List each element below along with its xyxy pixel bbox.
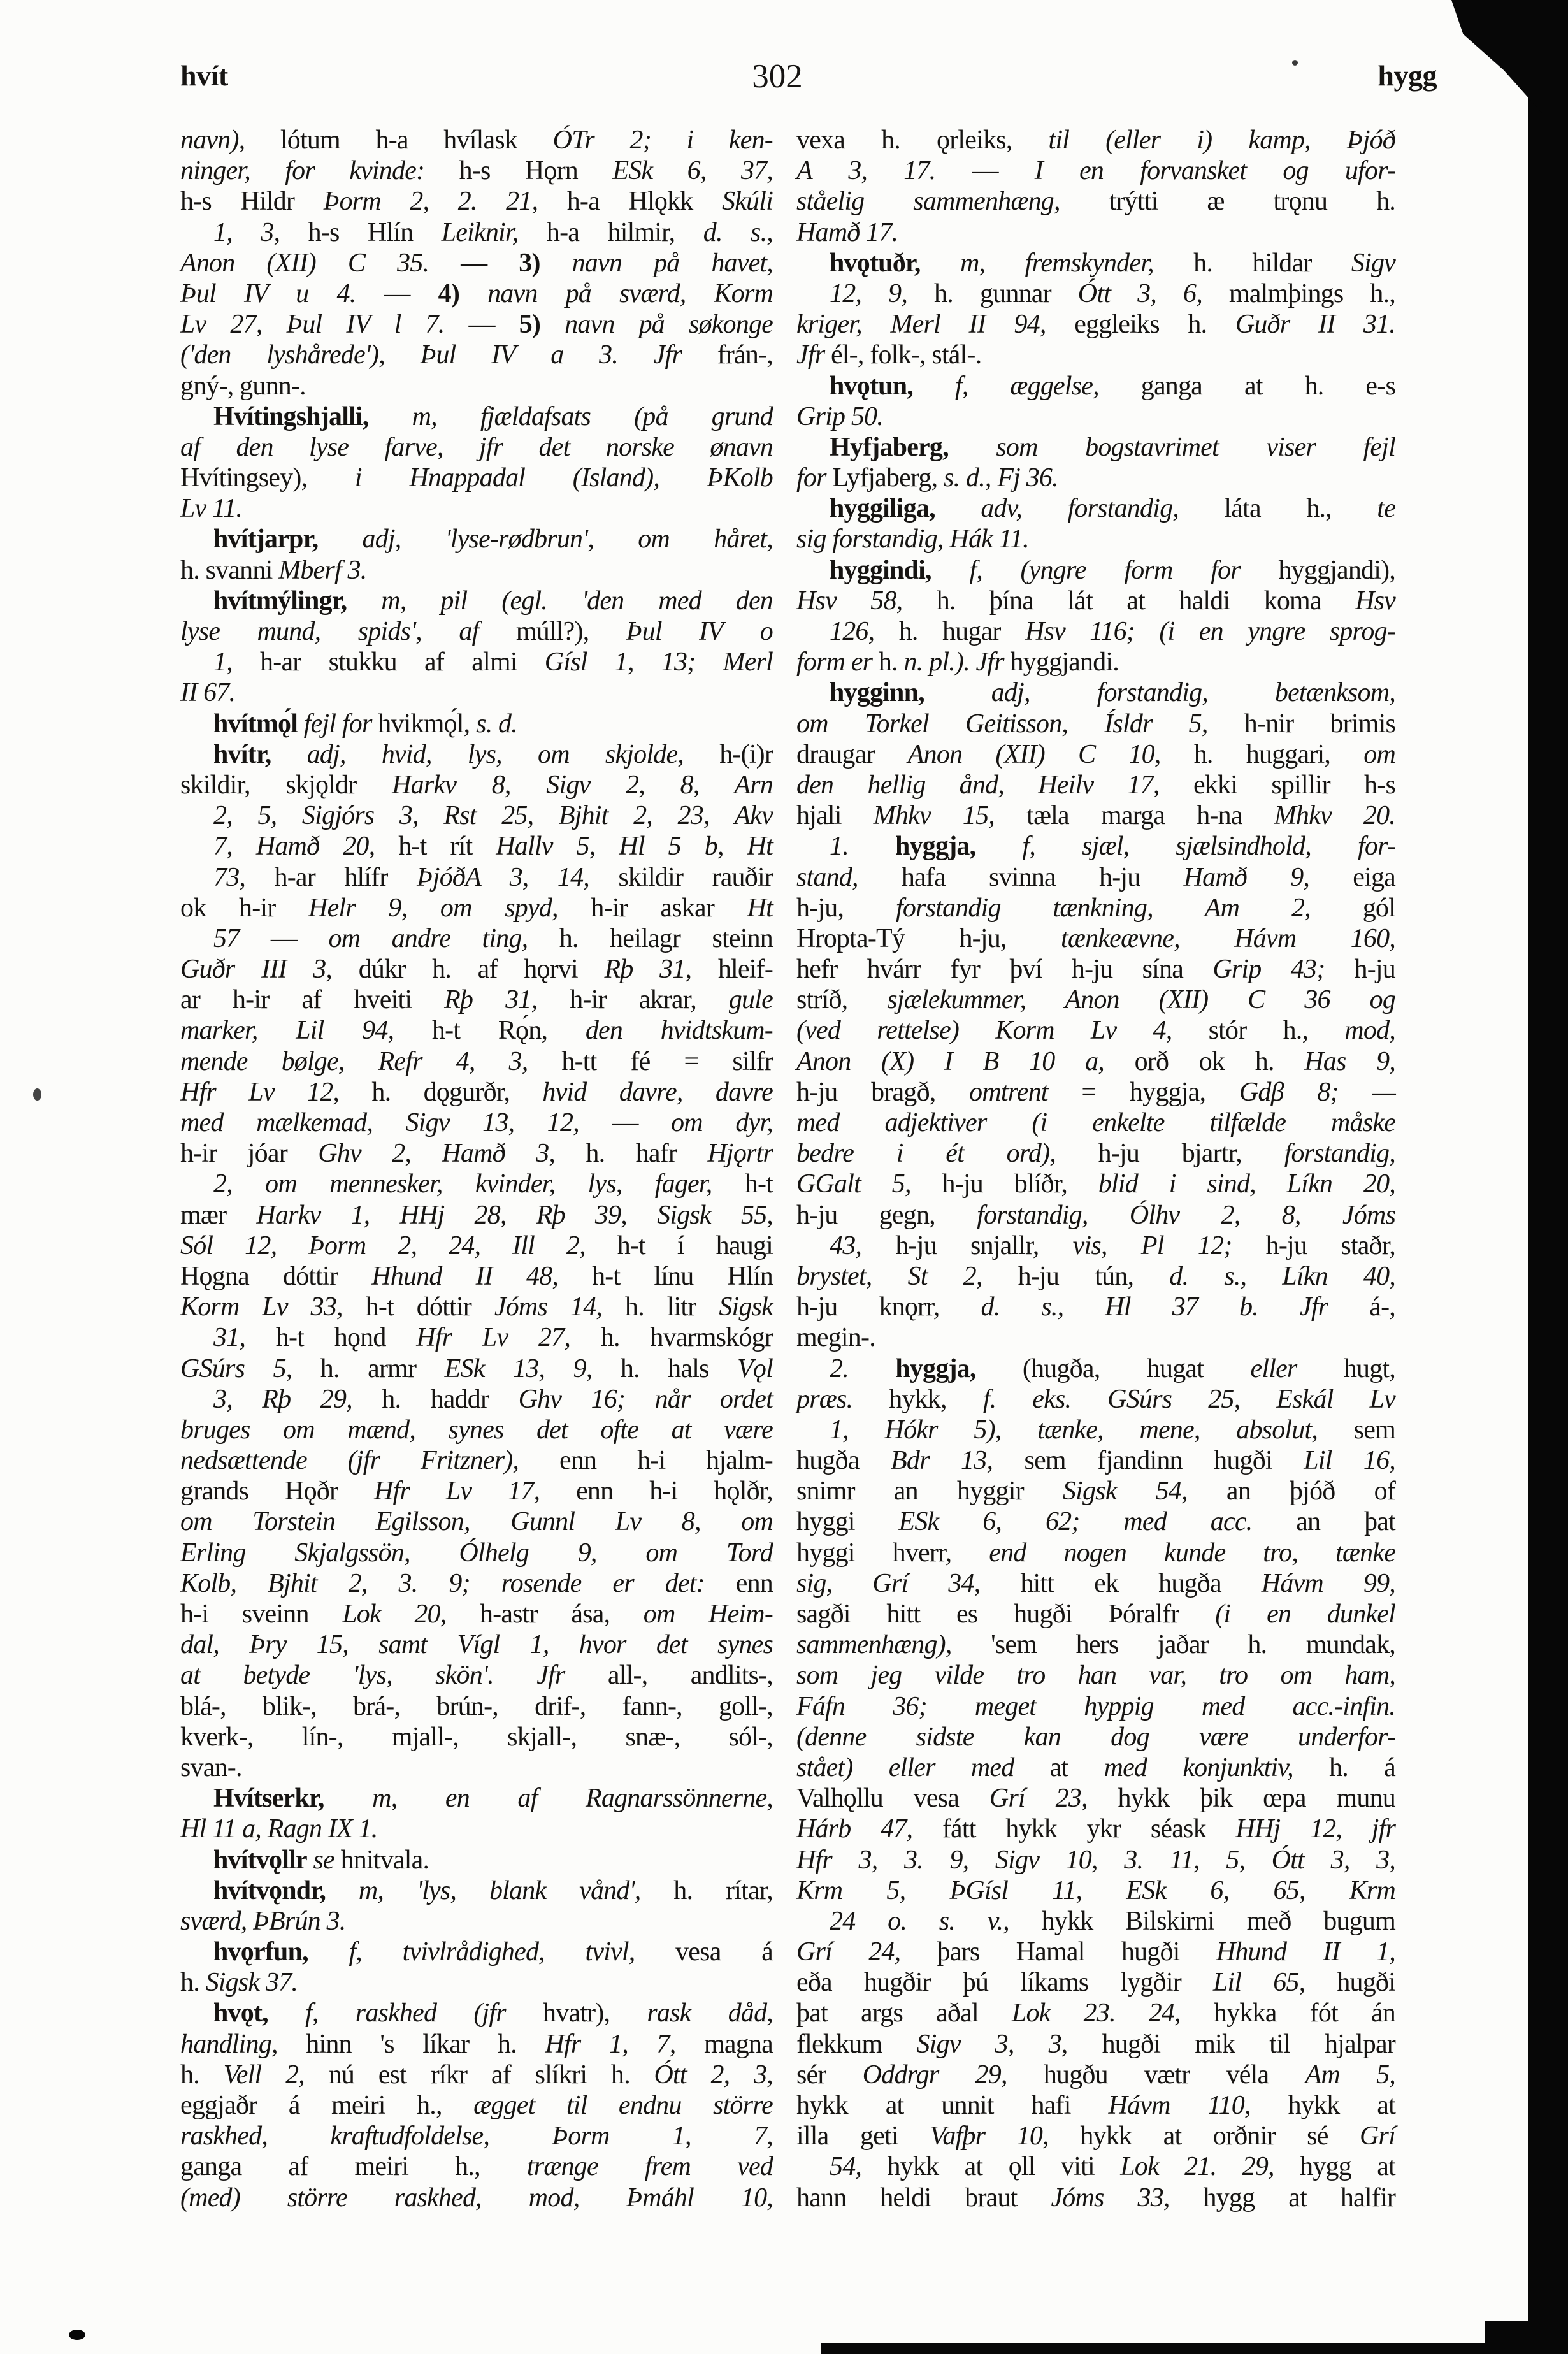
text-line: brystet, St 2, h-ju tún, d. s., Líkn 40, — [796, 1261, 1396, 1291]
text-line: dal, Þry 15, samt Vígl 1, hvor det synes — [180, 1630, 773, 1660]
text-line: 73, h-ar hlífr ÞjóðA 3, 14, skildir rauðir — [213, 862, 773, 892]
scan-artifact-bottom-strip — [821, 2343, 1568, 2354]
text-line: hvítr, adj, hvid, lys, om skjolde, h-(i)r — [213, 739, 773, 769]
text-line: hefr hvárr fyr því h-ju sína Grip 43; h-ju — [796, 955, 1396, 985]
text-line: hygginn, adj, forstandig, betænksom, — [830, 678, 1395, 708]
text-line: navn), lótum h-a hvílask ÓTr 2; i ken- — [180, 126, 773, 155]
text-line: 126, h. hugar Hsv 116; (i en yngre sprog- — [830, 617, 1395, 646]
text-line: ståelig sammenhæng, trýtti æ trǫnu h. — [796, 187, 1395, 217]
text-line: hvǫtuðr, m, fremskynder, h. hildar Sigv — [830, 248, 1396, 278]
text-line: ganga af meiri h., trænge frem ved — [180, 2152, 773, 2182]
text-line: gný-, gunn-. — [180, 371, 306, 401]
text-line: Hyfjaberg, som bogstavrimet viser fejl — [830, 432, 1395, 462]
text-line: bedre i ét ord), h-ju bjartr, forstandig, — [796, 1139, 1395, 1169]
text-line: 2, 5, Sigjórs 3, Rst 25, Bjhit 2, 23, Akv — [213, 801, 773, 831]
text-line: kverk-, lín-, mjall-, skjall-, snæ-, sól-, — [180, 1722, 773, 1752]
text-line: hykk at unnit hafi Hávm 110, hykk at — [796, 2091, 1395, 2120]
text-line: sagði hitt es hugði Þóralfr (i en dunkel — [796, 1599, 1395, 1629]
text-line: Kolb, Bjhit 2, 3. 9; rosende er det: enn — [180, 1568, 773, 1598]
text-line: Hǫgna dóttir Hhund II 48, h-t línu Hlín — [180, 1261, 773, 1291]
text-line: sammenhæng), 'sem hers jaðar h. mundak, — [796, 1630, 1395, 1660]
text-line: grands Hǫðr Hfr Lv 17, enn h-i hǫlðr, — [180, 1477, 773, 1506]
text-line: 2, om mennesker, kvinder, lys, fager, h-t — [213, 1169, 773, 1199]
text-line: marker, Lil 94, h-t Rǫ́n, den hvidtskum- — [180, 1016, 773, 1046]
ink-speck — [69, 2330, 85, 2340]
text-line: þat args aðal Lok 23. 24, hykka fót án — [796, 1998, 1395, 2028]
text-line: Anon (XII) C 35. — 3) navn på havet, — [180, 248, 773, 278]
text-line: Hvítserkr, m, en af Ragnarssönnerne, — [213, 1784, 773, 1814]
scan-artifact-bottom-right-strip — [1485, 2321, 1568, 2354]
text-line: Hl 11 a, Ragn IX 1. — [180, 1814, 378, 1844]
text-line: bruges om mænd, synes det ofte at være — [180, 1415, 773, 1445]
text-line: mær Harkv 1, HHj 28, Rþ 39, Sigsk 55, — [180, 1200, 773, 1230]
text-line: med mælkemad, Sigv 13, 12, — om dyr, — [180, 1108, 773, 1137]
text-line: Lv 27, Þul IV l 7. — 5) navn på søkonge — [180, 310, 773, 340]
ink-speck — [1292, 60, 1298, 66]
text-line: 31, h-t hǫnd Hfr Lv 27, h. hvarmskógr — [213, 1323, 773, 1353]
text-line: stand, hafa svinna h-ju Hamð 9, eiga — [796, 862, 1396, 892]
text-line: 54, hykk at ǫll viti Lok 21. 29, hygg at — [830, 2152, 1395, 2182]
text-line: kriger, Merl II 94, eggleiks h. Guðr II 31. — [796, 310, 1395, 340]
text-line: Hropta-Tý h-ju, tænkeævne, Hávm 160, — [796, 923, 1395, 953]
text-line: 1, 3, h-s Hlín Leiknir, h-a hilmir, d. s., — [213, 217, 773, 247]
text-line: eða hugðir þú líkams lygðir Lil 65, hugði — [796, 1968, 1395, 1998]
text-line: stríð, sjælekummer, Anon (XII) C 36 og — [796, 985, 1395, 1015]
column-left — [180, 125, 773, 2213]
text-line: om Torkel Geitisson, Ísldr 5, h-nir brimis — [796, 709, 1395, 739]
text-line: h. Vell 2, nú est ríkr af slíkri h. Ótt 2, 3, — [180, 2060, 773, 2090]
text-line: med adjektiver (i enkelte tilfælde måske — [796, 1108, 1395, 1137]
text-line: h-ju knǫrr, d. s., Hl 37 b. Jfr á-, — [796, 1292, 1395, 1322]
text-line: stået) eller med at med konjunktiv, h. á — [796, 1752, 1395, 1782]
text-line: vexa h. ǫrleiks, til (eller i) kamp, Þjóð — [796, 126, 1395, 155]
text-line: Valhǫllu vesa Grí 23, hykk þik œpa munu — [796, 1784, 1395, 1814]
scan-artifact-top-right-blob — [1451, 0, 1568, 113]
text-line: hyggi ESk 6, 62; med acc. an þat — [796, 1507, 1396, 1537]
text-line: hyggiliga, adv, forstandig, láta h., te — [830, 494, 1396, 524]
text-line: form er h. n. pl.). Jfr hyggjandi. — [796, 647, 1119, 677]
text-line: h-ir jóar Ghv 2, Hamð 3, h. hafr Hjǫrtr — [180, 1139, 773, 1169]
text-line: Fáfn 36; meget hyppig med acc.-infin. — [796, 1691, 1395, 1721]
text-line: Grí 24, þars Hamal hugði Hhund II 1, — [796, 1937, 1395, 1967]
text-line: Hvítingshjalli, m, fjældafsats (på grund — [213, 401, 773, 431]
text-line: 43, h-ju snjallr, vis, Pl 12; h-ju staðr, — [830, 1231, 1395, 1260]
text-line: Þul IV u 4. — 4) navn på sværd, Korm — [180, 278, 773, 308]
text-line: megin-. — [796, 1323, 875, 1353]
text-line: blá-, blik-, brá-, brún-, drif-, fann-, goll-, — [180, 1691, 773, 1721]
scan-artifact-right-bar — [1528, 0, 1568, 2354]
text-line: Lv 11. — [180, 494, 243, 524]
text-line: (med) större raskhed, mod, Þmáhl 10, — [180, 2183, 773, 2213]
text-line: den hellig ånd, Heilv 17, ekki spillir h-s — [796, 770, 1395, 800]
text-line: Anon (X) I B 10 a, orð ok h. Has 9, — [796, 1046, 1395, 1076]
text-line: GSúrs 5, h. armr ESk 13, 9, h. hals Vǫl — [180, 1354, 773, 1383]
text-line: A 3, 17. — I en forvansket og ufor- — [796, 156, 1395, 186]
text-line: 24 o. s. v., hykk Bilskirni með bugum — [830, 1906, 1395, 1936]
text-line: eggjaðr á meiri h., ægget til endnu större — [180, 2091, 773, 2120]
text-line: Guðr III 3, dúkr h. af hǫrvi Rþ 31, hleif- — [180, 955, 773, 985]
text-line: hvítvǫllr se hnitvala. — [213, 1845, 429, 1875]
text-line: præs. hykk, f. eks. GSúrs 25, Eskál Lv — [796, 1384, 1395, 1414]
text-line: lyse mund, spids', af múll?), Þul IV o — [180, 617, 773, 646]
text-line: ('den lyshårede'), Þul IV a 3. Jfr frán-, — [180, 340, 773, 370]
text-line: handling, hinn 's líkar h. Hfr 1, 7, magna — [180, 2029, 773, 2059]
text-line: at betyde 'lys, skön'. Jfr all-, andlits-, — [180, 1661, 773, 1691]
text-line: Hvítingsey), i Hnappadal (Island), ÞKolb — [180, 463, 773, 493]
text-line: snimr an hyggir Sigsk 54, an þjóð of — [796, 1477, 1396, 1506]
text-line: ar h-ir af hveiti Rþ 31, h-ir akrar, gule — [180, 985, 773, 1015]
text-line: Hsv 58, h. þína lát at haldi koma Hsv — [796, 586, 1396, 616]
text-line: Erling Skjalgssön, Ólhelg 9, om Tord — [180, 1538, 773, 1568]
text-line: for Lyfjaberg, s. d., Fj 36. — [796, 463, 1058, 493]
text-line: sværd, ÞBrún 3. — [180, 1906, 346, 1936]
text-line: 57 — om andre ting, h. heilagr steinn — [213, 923, 773, 953]
text-line: Krm 5, ÞGísl 11, ESk 6, 65, Krm — [796, 1875, 1395, 1905]
text-line: sig forstandig, Hák 11. — [796, 524, 1029, 554]
text-line: ninger, for kvinde: h-s Hǫrn ESk 6, 37, — [180, 156, 773, 186]
text-line: h-ju bragð, omtrent = hyggja, Gdβ 8; — — [796, 1077, 1396, 1107]
text-line: h-i sveinn Lok 20, h-astr ása, om Heim- — [180, 1599, 773, 1629]
text-line: sig, Grí 34, hitt ek hugða Hávm 99, — [796, 1568, 1395, 1598]
text-line: hvítmýlingr, m, pil (egl. 'den med den — [213, 586, 773, 616]
text-line: hvítvǫndr, m, 'lys, blank vånd', h. rítar, — [213, 1875, 773, 1905]
text-line: Korm Lv 33, h-t dóttir Jóms 14, h. litr Sigsk — [180, 1292, 773, 1322]
text-line: ok h-ir Helr 9, om spyd, h-ir askar Ht — [180, 893, 773, 923]
text-line: draugar Anon (XII) C 10, h. huggari, om — [796, 739, 1395, 769]
text-line: svan-. — [180, 1752, 242, 1782]
text-line: hvǫtun, f, æggelse, ganga at h. e-s — [830, 371, 1395, 401]
page-number: 302 — [752, 58, 803, 95]
text-line: hjali Mhkv 15, tæla marga h-na Mhkv 20. — [796, 801, 1396, 831]
text-line: hugða Bdr 13, sem fjandinn hugði Lil 16, — [796, 1446, 1395, 1476]
text-line: 1. hyggja, f, sjæl, sjælsindhold, for- — [830, 832, 1395, 862]
text-line: Grip 50. — [796, 401, 883, 431]
running-head — [180, 59, 1437, 103]
ink-speck — [33, 1088, 41, 1101]
text-line: h-s Hildr Þorm 2, 2. 21, h-a Hlǫkk Skúli — [180, 187, 773, 217]
running-head-right-word: hygg — [1377, 59, 1437, 92]
text-line: som jeg vilde tro han var, tro om ham, — [796, 1661, 1395, 1691]
text-line: h. Sigsk 37. — [180, 1968, 298, 1998]
column-right — [796, 125, 1395, 2213]
text-line: 1, Hókr 5), tænke, mene, absolut, sem — [830, 1415, 1395, 1445]
text-line: Hfr Lv 12, h. dǫgurðr, hvid davre, davre — [180, 1077, 773, 1107]
text-line: hvǫt, f, raskhed (jfr hvatr), rask dåd, — [213, 1998, 773, 2028]
text-line: (denne sidste kan dog være underfor- — [796, 1722, 1395, 1752]
text-line: hyggi hverr, end nogen kunde tro, tænke — [796, 1538, 1395, 1568]
text-line: 3, Rþ 29, h. haddr Ghv 16; når ordet — [213, 1384, 773, 1414]
text-line: Sól 12, Þorm 2, 24, Ill 2, h-t í haugi — [180, 1231, 773, 1260]
text-line: II 67. — [180, 678, 236, 708]
text-line: 12, 9, h. gunnar Ótt 3, 6, malmþings h., — [830, 278, 1395, 308]
text-line: Jfr él-, folk-, stál-. — [796, 340, 982, 370]
text-line: sér Oddrgr 29, hugðu vætr véla Am 5, — [796, 2060, 1395, 2090]
text-line: h-ju, forstandig tænkning, Am 2, gól — [796, 893, 1395, 923]
text-line: hyggindi, f, (yngre form for hyggjandi), — [830, 555, 1396, 585]
text-line: hvítmǫ́l fejl for hvikmǫ́l, s. d. — [213, 709, 517, 739]
text-line: hann heldi braut Jóms 33, hygg at halfir — [796, 2183, 1396, 2213]
text-line: hvítjarpr, adj, 'lyse-rødbrun', om håret, — [213, 524, 773, 554]
text-line: nedsættende (jfr Fritzner), enn h-i hjalm- — [180, 1446, 773, 1476]
running-head-left-word: hvít — [180, 59, 228, 92]
text-line: h. svanni Mberf 3. — [180, 555, 367, 585]
text-line: illa geti Vafþr 10, hykk at orðnir sé Grí — [796, 2121, 1395, 2151]
text-line: 7, Hamð 20, h-t rít Hallv 5, Hl 5 b, Ht — [213, 832, 773, 862]
text-line: raskhed, kraftudfoldelse, Þorm 1, 7, — [180, 2121, 773, 2151]
text-line: Hamð 17. — [796, 217, 898, 247]
text-line: flekkum Sigv 3, 3, hugði mik til hjalpar — [796, 2029, 1395, 2059]
text-line: 1, h-ar stukku af almi Gísl 1, 13; Merl — [213, 647, 773, 677]
text-line: h-ju gegn, forstandig, Ólhv 2, 8, Jóms — [796, 1200, 1396, 1230]
text-line: 2. hyggja, (hugða, hugat eller hugt, — [830, 1354, 1395, 1383]
text-line: af den lyse farve, jfr det norske ønavn — [180, 432, 773, 462]
text-line: om Torstein Egilsson, Gunnl Lv 8, om — [180, 1507, 773, 1537]
text-line: Hfr 3, 3. 9, Sigv 10, 3. 11, 5, Ótt 3, 3, — [796, 1845, 1395, 1875]
text-line: Hárb 47, fátt hykk ykr séask HHj 12, jfr — [796, 1814, 1395, 1844]
text-line: hvǫrfun, f, tvivlrådighed, tvivl, vesa á — [213, 1937, 773, 1967]
text-line: skildir, skjǫldr Harkv 8, Sigv 2, 8, Arn — [180, 770, 773, 800]
text-line: mende bølge, Refr 4, 3, h-tt fé = silfr — [180, 1046, 773, 1076]
text-line: GGalt 5, h-ju blíðr, blid i sind, Líkn 20, — [796, 1169, 1395, 1199]
text-line: (ved rettelse) Korm Lv 4, stór h., mod, — [796, 1016, 1395, 1046]
